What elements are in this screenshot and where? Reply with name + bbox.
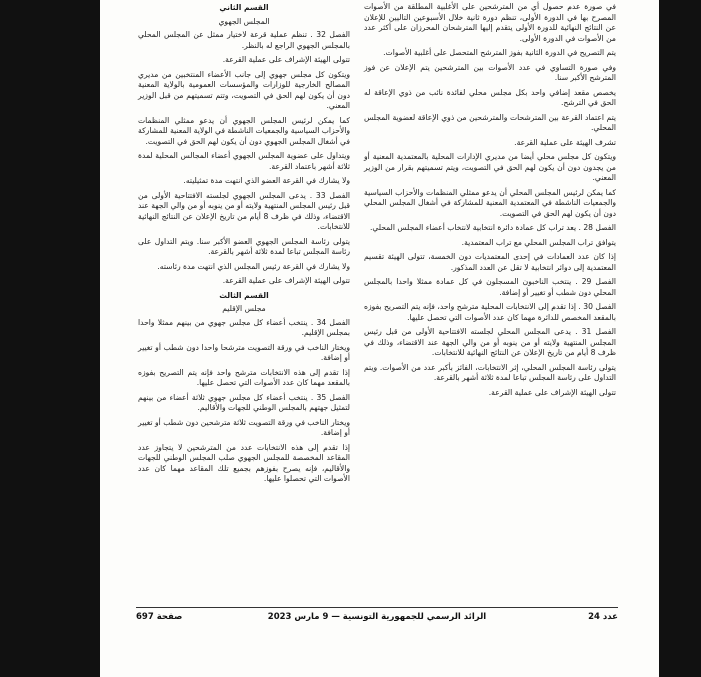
section-heading: القسم الثاني <box>219 3 269 12</box>
right-column <box>364 2 616 402</box>
paragraph: إذا تقدم إلى هذه الانتخابات عدد من المترشحين لا يتجاوز عدد المقاعد المخصصة للمجلس الجهوي صلب المجلس الوطني للجهات والأقاليم، فإنه يصرح بفوزهم بجميع تلك المقاعد مهما كان عدد الأصوات التي تحصلوا عليها. <box>138 442 350 483</box>
paragraph: ويختار الناخب في ورقة التصويت ثلاثة مترشحين دون شطب أو تغيير أو إضافة. <box>138 417 350 437</box>
paragraph: يتولى رئاسة المجلس الجهوي العضو الأكبر سنا. ويتم التداول على رئاسة المجلس تباعا لمدة ثلاثة أشهر بالقرعة. <box>138 236 350 256</box>
paragraph: تتولى الهيئة الإشراف على عملية القرعة. <box>222 276 350 285</box>
section-subheading: المجلس الجهوي <box>218 16 270 26</box>
paragraph: ويتداول على عضوية المجلس الجهوي أعضاء المجالس المحلية لمدة ثلاثة أشهر باعتماد القرعة. <box>138 151 350 171</box>
paragraph: ويتكون كل مجلس جهوي إلى جانب الأعضاء المنتخبين من مديري المصالح الخارجية للوزارات والمؤسسات العمومية بالولاية المعنية دون أن يكون لهم الحق في التصويت، وتتم تسميتهم من قبل الوزير المعني. <box>138 69 350 110</box>
paragraph: تشرف الهيئة على عملية القرعة. <box>514 137 616 147</box>
section-subheading: مجلس الإقليم <box>222 304 266 313</box>
page-footer <box>136 612 618 626</box>
paragraph: يتم اعتماد القرعة بين المترشحات والمترشحين من ذوي الإعاقة لعضوية المجلس المحلي. <box>364 112 616 132</box>
paragraph: يخصص مقعد إضافي واحد بكل مجلس محلي لفائدة نائب من ذوي الإعاقة له الحق في الترشح. <box>364 87 616 107</box>
scan-border-left <box>0 0 100 677</box>
paragraph: وفي صورة التساوي في عدد الأصوات بين المترشحين يتم الإعلان عن فوز المترشح الأكبر سنا. <box>364 62 616 82</box>
scan-border-right <box>659 0 701 677</box>
left-column <box>138 2 350 489</box>
paragraph: ويختار الناخب في ورقة التصويت مترشحا واحدا دون شطب أو تغيير أو إضافة. <box>138 342 350 362</box>
paragraph: الفصل 35 . ينتخب أعضاء كل مجلس جهوي ثلاثة أعضاء من بينهم لتمثيل جهتهم بالمجلس الوطني للجهات والأقاليم. <box>138 392 351 412</box>
journal-title-date: الرائد الرسمي للجمهورية التونسية — 9 مارس 2023 <box>267 612 487 622</box>
paragraph: ولا يشارك في القرعة رئيس المجلس الذي انتهت مدة رئاسته. <box>157 261 350 271</box>
paragraph: الفصل 31 . يدعى المجلس المحلي لجلسته الافتتاحية الأولى من قبل رئيس المجلس المنتهية ولايته أو من ينوبه أو من والي الجهة عند الاقتضاء، وذلك في ظرف 8 أيام من تاريخ الإعلان عن النتائج النهائية للانتخابات. <box>364 327 617 357</box>
paragraph: إذا كان عدد العمادات في إحدى المعتمديات دون الخمسة، تتولى الهيئة تقسيم المعتمدية إلى دوائر انتخابية لا تقل عن العدد المذكور. <box>364 252 616 272</box>
paragraph: ولا يشارك في القرعة العضو الذي انتهت مدة تمثيليته. <box>183 176 350 185</box>
paragraph: يتم التصريح في الدورة الثانية بفوز المترشح المتحصل على أغلبية الأصوات. <box>383 48 616 57</box>
document-page <box>100 0 659 677</box>
paragraph: الفصل 33 . يدعى المجلس الجهوي لجلسته الافتتاحية الأولى من قبل رئيس المجلس المنتهية ولايته أو من ينوبه أو من والي الجهة عند الاقتضاء، وذلك في ظرف 8 أيام من تاريخ الإعلان عن النتائج النهائية للانتخابات. <box>138 190 351 231</box>
paragraph: ويتكون كل مجلس محلي أيضا من مديري الإدارات المحلية بالمعتمدية المعنية أو من يجدون دون أن يكون لهم الحق في التصويت، ويتم تسميتهم بقرار من الوزير المعني. <box>364 152 616 182</box>
paragraph: في صورة عدم حصول أي من المترشحين على الأغلبية المطلقة من الأصوات المصرح بها في الدورة الأولى، تنظم دورة ثانية خلال الأسبوعين التاليين للإعلان عن النتائج النهائية للدورة الأولى يتقدم إليها المترشحان المحرزان على أكثر عدد من الأصوات في الدورة الأولى. <box>364 2 616 43</box>
paragraph: الفصل 32 . تنظم عملية قرعة لاختيار ممثل عن المجلس المحلي بالمجلس الجهوي الراجع له بالنظر. <box>138 30 351 50</box>
footer-divider <box>136 607 618 608</box>
paragraph: يتوافق تراب المجلس المحلي مع تراب المعتمدية. <box>461 237 616 247</box>
page-number: صفحة 697 <box>136 612 183 622</box>
paragraph: كما يمكن لرئيس المجلس المحلي أن يدعو ممثلي المنظمات والأحزاب السياسية والجمعيات الناشطة في المعتمدية المعنية للمشاركة في أشغال المجلس المحلي دون أن يكون لهم الحق في التصويت. <box>364 187 616 218</box>
paragraph: يتولى رئاسة المجلس المحلي، إثر الانتخابات، الفائز بأكبر عدد من الأصوات. ويتم التداول على رئاسة المجلس تباعا لمدة ثلاثة أشهر بالقرعة. <box>364 362 616 382</box>
paragraph: الفصل 34 . ينتخب أعضاء كل مجلس جهوي من بينهم ممثلا واحدا بمجلس الإقليم. <box>138 317 350 337</box>
paragraph: كما يمكن لرئيس المجلس الجهوي أن يدعو ممثلي المنظمات والأحزاب السياسية والجمعيات الناشطة في الولاية المعنية للمشاركة في أشغال المجلس الجهوي دون أن يكون لهم الحق في التصويت. <box>138 115 350 146</box>
paragraph: الفصل 30 . إذا تقدم إلى الانتخابات المحلية مترشح واحد، فإنه يتم التصريح بفوزه بالمقعد المخصص للدائرة مهما كان عدد الأصوات التي تحصل عليها. <box>364 302 616 322</box>
paragraph: إذا تقدم إلى هذه الانتخابات مترشح واحد فإنه يتم التصريح بفوزه بالمقعد مهما كان عدد الأصوات التي تحصل عليها. <box>138 367 350 387</box>
paragraph: الفصل 29 . ينتخب الناخبون المسجلون في كل عمادة ممثلا واحدا بالمجلس المحلي دون شطب أو تغيير أو إضافة. <box>364 277 616 297</box>
paragraph: الفصل 28 . يعد تراب كل عمادة دائرة انتخابية لانتخاب أعضاء المجلس المحلي. <box>369 223 616 232</box>
paragraph: تتولى الهيئة الإشراف على عملية القرعة. <box>488 387 616 397</box>
issue-number: عدد 24 <box>588 612 618 622</box>
section-heading: القسم الثالث <box>219 290 269 300</box>
paragraph: تتولى الهيئة الإشراف على عملية القرعة. <box>222 55 350 64</box>
